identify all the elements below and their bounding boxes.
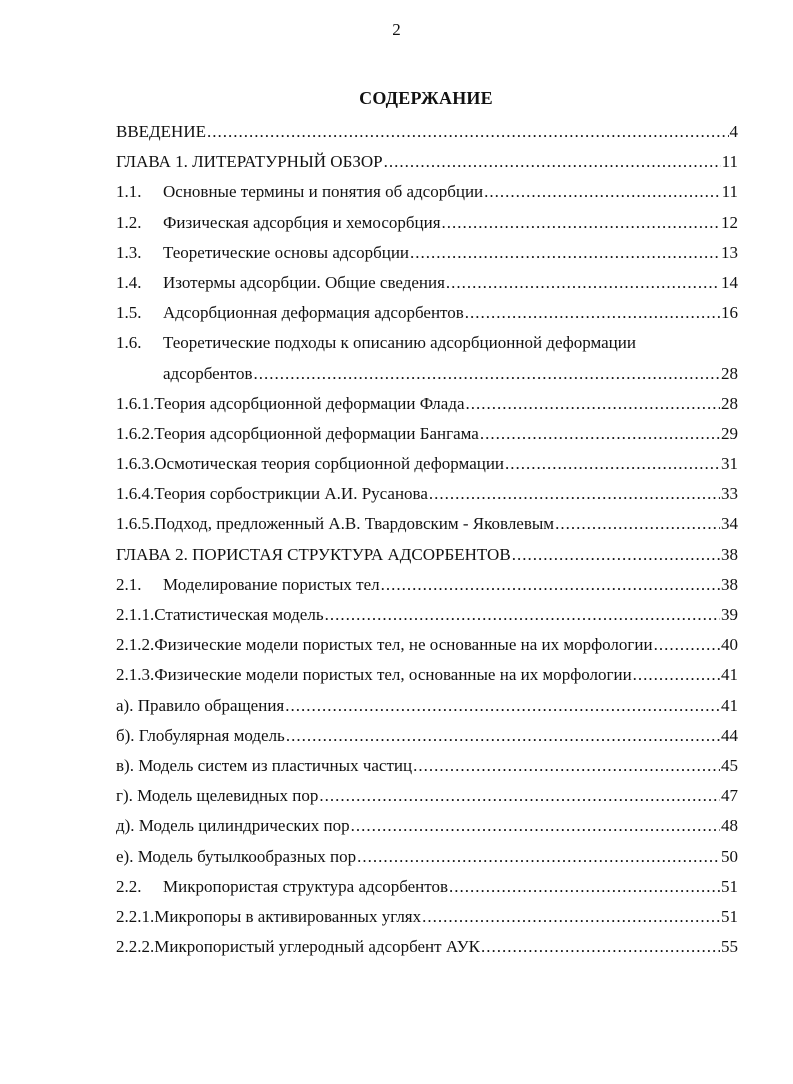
toc-entry-number: 2.2.2. (116, 937, 155, 957)
toc-entry-label: адсорбентов (163, 363, 253, 383)
toc-entry-page: 12 (721, 212, 738, 232)
toc-entry (116, 303, 738, 333)
toc-entry (116, 786, 738, 816)
table-of-contents (116, 122, 738, 967)
dot-leader (633, 665, 720, 685)
toc-entry-page: 41 (721, 695, 738, 715)
toc-entry-number: 2.2.1. (116, 906, 155, 926)
dot-leader (357, 847, 720, 867)
toc-entry-page: 4 (729, 122, 738, 141)
toc-entry-page: 13 (721, 242, 738, 262)
toc-entry-page: 38 (721, 574, 738, 594)
toc-entry (116, 847, 738, 877)
toc-entry-label: ВВЕДЕНИЕ (116, 122, 206, 141)
toc-entry-label: Изотермы адсорбции. Общие сведения (163, 272, 445, 292)
toc-entry-label: Теория сорбострикции А.И. Русанова (154, 484, 428, 504)
toc-entry-label: Физические модели пористых тел, основанные на их морфологии (154, 665, 632, 685)
toc-entry-page: 40 (721, 635, 738, 655)
page-number: 2 (392, 20, 401, 39)
toc-entry-label: Микропористый углеродный адсорбент АУК (154, 937, 480, 957)
toc-entry (116, 122, 738, 152)
toc-entry (116, 575, 738, 605)
toc-entry-label: Основные термины и понятия об адсорбции (163, 182, 484, 202)
toc-entry-page: 55 (721, 937, 738, 957)
toc-entry (116, 545, 738, 575)
toc-entry (116, 635, 738, 665)
dot-leader (429, 484, 720, 504)
toc-entry-label: д). Модель цилиндрических пор (116, 816, 350, 836)
toc-entry (116, 756, 738, 786)
toc-entry-label: Физические модели пористых тел, не основанные на их морфологии (154, 635, 653, 655)
dot-leader (319, 786, 720, 806)
dot-leader (384, 152, 721, 172)
dot-leader (325, 605, 720, 625)
toc-entry-label: е). Модель бутылкообразных пор (116, 846, 357, 866)
dot-leader (466, 394, 720, 414)
toc-entry-number: 1.6.1. (116, 393, 155, 413)
toc-entry-number: 2.1.2. (116, 635, 155, 655)
toc-entry-page: 11 (721, 182, 738, 202)
toc-entry-page: 31 (721, 454, 738, 474)
toc-entry (116, 907, 738, 937)
toc-entry (116, 726, 738, 756)
toc-entry-page: 44 (721, 725, 738, 745)
toc-entry (116, 484, 738, 514)
toc-entry-number: 1.4. (116, 272, 142, 292)
dot-leader (654, 635, 720, 655)
toc-entry-label: Статистическая модель (154, 605, 324, 624)
toc-entry-label: Адсорбционная деформация адсорбентов (163, 303, 464, 323)
toc-entry-page: 51 (721, 906, 738, 926)
dot-leader (555, 514, 720, 534)
toc-entry-page: 34 (721, 514, 738, 534)
toc-entry-page: 50 (721, 846, 738, 866)
toc-entry-number: 1.6.3. (116, 454, 155, 474)
toc-entry (116, 665, 738, 695)
dot-leader (381, 575, 720, 595)
toc-entry-label: Микропоры в активированных углях (154, 906, 422, 926)
dot-leader (442, 213, 720, 233)
toc-entry-number: 1.3. (116, 242, 142, 262)
toc-entry-label: Подход, предложенный А.В. Твардовским - Яковлевым (154, 514, 555, 534)
toc-entry-page: 16 (721, 303, 738, 323)
dot-leader (446, 273, 720, 293)
toc-entry (116, 696, 738, 726)
dot-leader (449, 877, 720, 897)
toc-entry-label: ГЛАВА 1. ЛИТЕРАТУРНЫЙ ОБЗОР (116, 152, 383, 172)
toc-entry (116, 243, 738, 273)
toc-entry-page: 45 (721, 755, 738, 775)
dot-leader (285, 696, 720, 716)
toc-entry-label: Теория адсорбционной деформации Флада (154, 393, 465, 413)
toc-entry-number: 2.1.3. (116, 665, 155, 685)
toc-entry-label: Теоретические основы адсорбции (163, 242, 410, 262)
toc-entry-label: Теоретические подходы к описанию адсорбционной деформации (163, 333, 636, 353)
toc-entry-page: 11 (721, 152, 738, 172)
toc-entry (116, 152, 738, 182)
dot-leader (484, 182, 720, 202)
dot-leader (207, 122, 729, 142)
dot-leader (512, 545, 720, 565)
toc-entry (116, 364, 738, 394)
toc-entry-page: 29 (721, 423, 738, 443)
dot-leader (422, 907, 720, 927)
dot-leader (351, 816, 720, 836)
toc-entry (116, 877, 738, 907)
dot-leader (254, 364, 720, 384)
toc-entry-page: 14 (721, 272, 738, 292)
toc-entry-page: 47 (721, 786, 738, 806)
toc-entry (116, 816, 738, 846)
toc-entry-page: 33 (721, 484, 738, 504)
toc-entry (116, 937, 738, 967)
toc-entry (116, 514, 738, 544)
toc-entry-label: Теория адсорбционной деформации Бангама (154, 423, 479, 443)
dot-leader (505, 454, 720, 474)
dot-leader (480, 424, 720, 444)
dot-leader (410, 243, 720, 263)
toc-entry-number: 2.1.1. (116, 605, 155, 624)
toc-entry (116, 213, 738, 243)
toc-entry (116, 454, 738, 484)
toc-entry-label: Физическая адсорбция и хемосорбция (163, 212, 441, 232)
toc-entry-number: 1.2. (116, 212, 142, 232)
toc-entry-page: 28 (721, 393, 738, 413)
toc-entry-page: 38 (721, 544, 738, 564)
toc-entry-number: 1.1. (116, 182, 142, 202)
toc-entry-number: 2.2. (116, 876, 142, 896)
toc-entry-label: Моделирование пористых тел (163, 574, 380, 594)
toc-entry (116, 182, 738, 212)
toc-entry-label: Осмотическая теория сорбционной деформации (154, 454, 505, 474)
toc-entry-page: 51 (721, 876, 738, 896)
toc-entry-number: 1.6.5. (116, 514, 155, 534)
toc-entry-page: 39 (721, 605, 738, 624)
toc-entry-label: Микропористая структура адсорбентов (163, 876, 448, 896)
toc-entry-label: а). Правило обращения (116, 695, 285, 715)
page-title: СОДЕРЖАНИЕ (359, 88, 493, 108)
toc-entry (116, 605, 738, 635)
dot-leader (413, 756, 720, 776)
toc-entry-label: в). Модель систем из пластичных частиц (116, 755, 413, 775)
dot-leader (465, 303, 720, 323)
toc-entry-label: б). Глобулярная модель (116, 725, 285, 745)
toc-entry-number: 1.6.4. (116, 484, 155, 504)
toc-entry-page: 41 (721, 665, 738, 685)
toc-entry (116, 333, 738, 363)
toc-entry (116, 424, 738, 454)
toc-entry-number: 1.5. (116, 303, 142, 323)
toc-entry (116, 394, 738, 424)
toc-entry-page: 28 (721, 363, 738, 383)
dot-leader (286, 726, 720, 746)
toc-entry-label: г). Модель щелевидных пор (116, 786, 319, 806)
toc-entry-page: 48 (721, 816, 738, 836)
toc-entry-label: ГЛАВА 2. ПОРИСТАЯ СТРУКТУРА АДСОРБЕНТОВ (116, 544, 511, 564)
toc-entry-number: 1.6. (116, 333, 142, 353)
toc-entry (116, 273, 738, 303)
dot-leader (481, 937, 720, 957)
toc-entry-number: 1.6.2. (116, 423, 155, 443)
toc-entry-number: 2.1. (116, 574, 142, 594)
